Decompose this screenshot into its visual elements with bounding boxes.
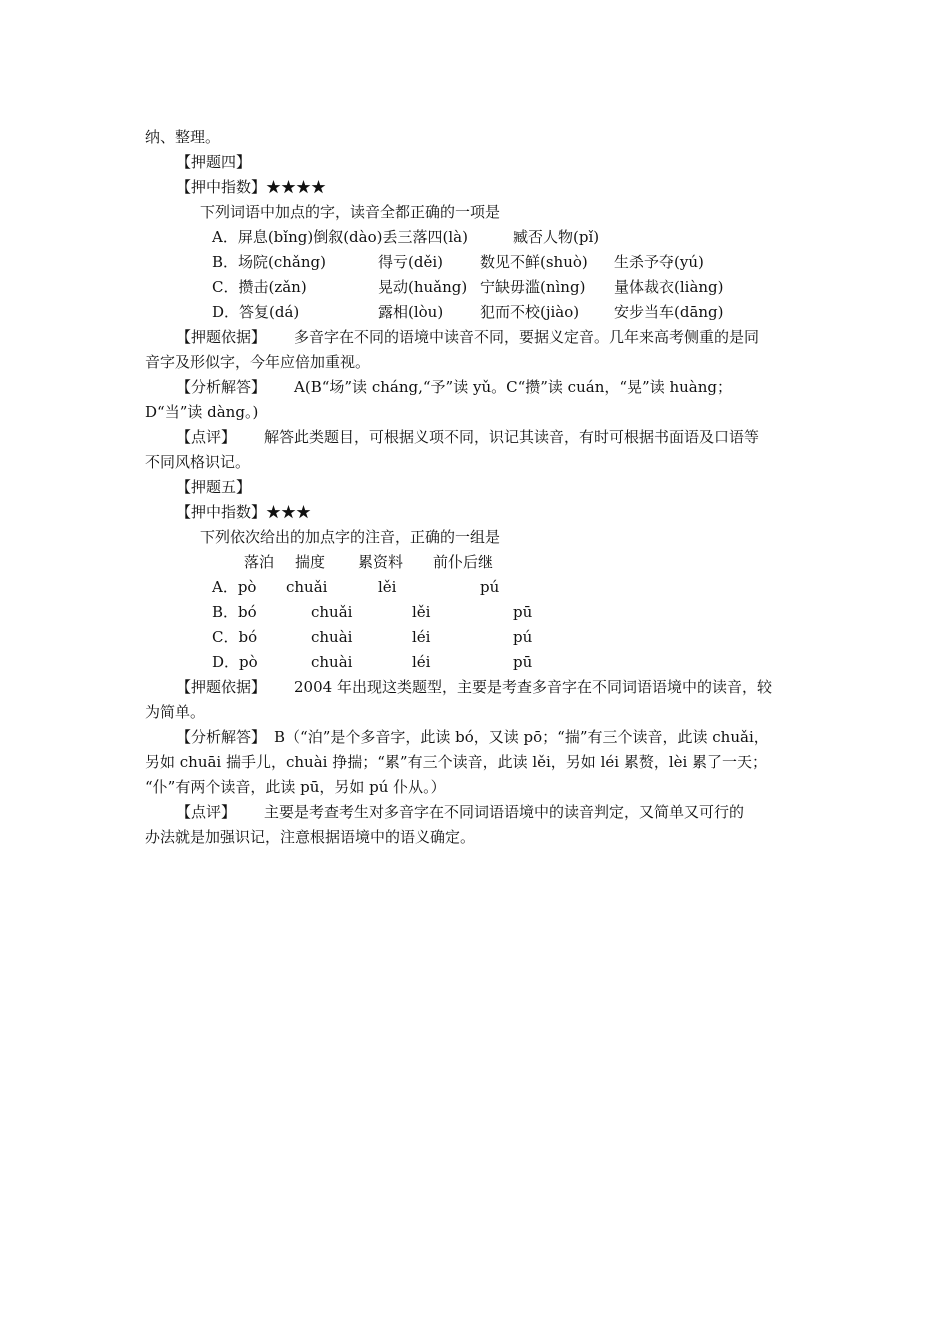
q4-basis-label: 【押题依据】: [176, 328, 267, 346]
q4-answer-line1: A(B“场”读 cháng,“予”读 yǔ。C“攒”读 cuán，“晃”读 huàng；: [294, 378, 732, 396]
q5-stars: ★★★: [266, 503, 312, 521]
q5-answer-label: 【分析解答】: [176, 728, 267, 746]
q5-option-a-col1: A．pò: [212, 578, 257, 596]
q5-option-b-col4: pū: [513, 603, 533, 621]
q5-comment-line1: 主要是考查考生对多音字在不同词语语境中的读音判定，又简单又可行的: [264, 803, 745, 821]
q4-basis-line2: 音字及形似字，今年应倍加重视。: [145, 353, 371, 371]
q4-option-c-col1: C．攒击(zǎn): [212, 278, 307, 296]
q4-stars: ★★★★: [266, 178, 327, 196]
q5-option-d-col2: chuài: [311, 653, 353, 671]
q4-option-d-col2: 露相(lòu): [378, 303, 444, 321]
q4-comment-row: [176, 425, 759, 450]
q5-header-2: 揣度: [295, 553, 326, 571]
q5-answer-row: [176, 725, 769, 750]
q4-title: 【押题四】: [176, 153, 252, 171]
q5-comment-label: 【点评】: [176, 803, 237, 821]
q4-comment-label: 【点评】: [176, 428, 237, 446]
q4-comment-line2: 不同风格识记。: [145, 453, 251, 471]
q5-title: 【押题五】: [176, 478, 252, 496]
q4-index-label: 【押中指数】: [176, 178, 267, 196]
q4-option-d-col4: 安步当车(dāng): [614, 303, 724, 321]
q4-comment-line1: 解答此类题目，可根据义项不同，识记其读音，有时可根据书面语及口语等: [264, 428, 760, 446]
q5-option-b-col2: chuǎi: [311, 603, 353, 621]
q5-header-3: 累资料: [358, 553, 404, 571]
q5-header-4: 前仆后继: [433, 553, 494, 571]
q4-option-b-col4: 生杀予夺(yú): [614, 253, 704, 271]
q5-answer-line3: “仆”有两个读音，此读 pū，另如 pú 仆从。）: [145, 778, 446, 796]
q5-option-d-col3: léi: [412, 653, 431, 671]
q5-basis-label: 【押题依据】: [176, 678, 267, 696]
q4-option-b-col3: 数见不鲜(shuò): [480, 253, 588, 271]
q5-answer-line2: 另如 chuāi 揣手儿，chuài 挣揣；“累”有三个读音，此读 lěi，另如 léi 累赘，lèi 累了一天；: [145, 753, 768, 771]
q4-index-row: [176, 175, 326, 200]
q4-option-c-col2: 晃动(huǎng): [378, 278, 468, 296]
q5-basis-line2: 为简单。: [145, 703, 206, 721]
q5-index-label: 【押中指数】: [176, 503, 267, 521]
q5-option-b-col1: B．bó: [212, 603, 257, 621]
q5-option-b-col3: lěi: [412, 603, 431, 621]
q4-option-b-col1: B．场院(chǎng): [212, 253, 326, 271]
q5-index-row: [176, 500, 311, 525]
q4-basis-line1: 多音字在不同的语境中读音不同，要据义定音。几年来高考侧重的是同: [294, 328, 760, 346]
q4-question: 下列词语中加点的字，读音全都正确的一项是: [200, 203, 501, 221]
q5-option-a-col3: lěi: [378, 578, 397, 596]
q4-option-d-col3: 犯而不校(jiào): [480, 303, 580, 321]
q5-option-c-col3: léi: [412, 628, 431, 646]
q5-comment-line2: 办法就是加强识记，注意根据语境中的语义确定。: [145, 828, 476, 846]
q4-option-b-col2: 得亏(děi): [378, 253, 443, 271]
q5-comment-row: [176, 800, 744, 825]
q4-answer-label: 【分析解答】: [176, 378, 267, 396]
q5-option-c-col2: chuài: [311, 628, 353, 646]
q5-basis-row: [176, 675, 772, 700]
q5-option-c-col1: C．bó: [212, 628, 258, 646]
q5-option-c-col4: pú: [513, 628, 533, 646]
q5-header-1: 落泊: [244, 553, 275, 571]
q5-option-d-col4: pū: [513, 653, 533, 671]
q4-option-c-col3: 宁缺毋滥(nìng): [480, 278, 586, 296]
continued-text: 纳、整理。: [145, 128, 221, 146]
q5-option-a-col4: pú: [480, 578, 500, 596]
q4-answer-line2: D“当”读 dàng。): [145, 403, 259, 421]
q4-answer-row: [176, 375, 732, 400]
q5-answer-line1: B（“泊”是个多音字，此读 bó，又读 pō；“揣”有三个读音，此读 chuǎi，: [274, 728, 769, 746]
q5-option-a-col2: chuǎi: [286, 578, 328, 596]
q4-option-d-col1: D．答复(dá): [212, 303, 300, 321]
q5-basis-line1: 2004 年出现这类题型，主要是考查多音字在不同词语语境中的读音，较: [294, 678, 772, 696]
q5-option-d-col1: D．pò: [212, 653, 258, 671]
q4-basis-row: [176, 325, 759, 350]
q5-question: 下列依次给出的加点字的注音，正确的一组是: [200, 528, 501, 546]
q4-option-c-col4: 量体裁衣(liàng): [614, 278, 724, 296]
q4-option-a-col4: 臧否人物(pǐ): [513, 228, 600, 246]
q4-option-a-col1: A．屏息(bǐng)倒叙(dào)丢三落四(là): [212, 228, 468, 246]
